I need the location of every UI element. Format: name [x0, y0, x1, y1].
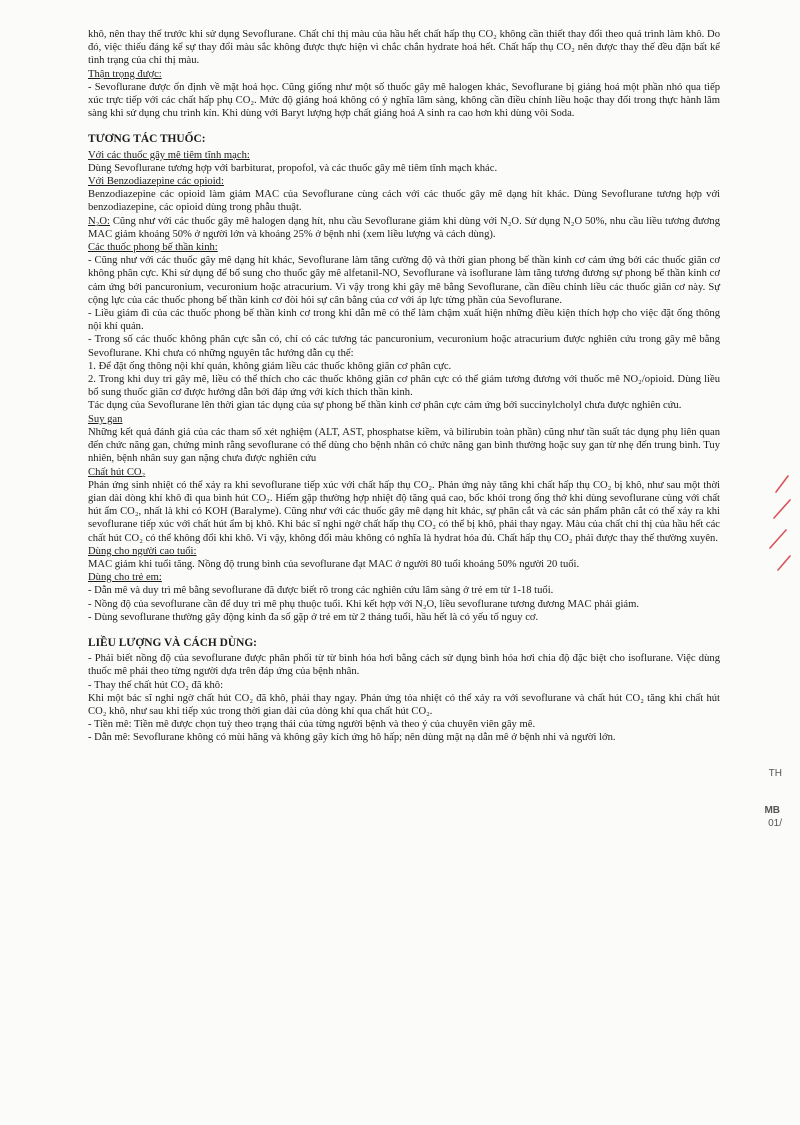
inline-label: N₂O:: [88, 215, 110, 227]
paragraph: - Tiền mê: Tiền mê được chọn tuỳ theo trạng thái của từng người bệnh và theo ý của chuyên viên gây mê.: [88, 719, 536, 731]
section-subheading: Với các thuốc gây mê tiêm tĩnh mạch:: [88, 149, 250, 161]
paragraph: - Phải biết nồng độ của sevoflurane được phân phối từ từ bình hóa hơi bằng cách sử dụng bình hóa hơi chia độ đặc biệt cho isoflurane. Việc dùng thuốc mê phải theo từng người dựa trên đáp ứng của bệnh nhân.: [88, 653, 720, 678]
paragraph: - Liều giảm đi của các thuốc phong bế thần kinh cơ trong khi dẫn mê có thể làm chậm xuất hiện những điều kiện thích hợp cho việc đặt ống thông nội khí quản.: [88, 308, 720, 333]
paragraph: Những kết quả đánh giá của các tham số xét nghiệm (ALT, AST, phosphatse kiềm, và bilirubin toàn phần) cũng như tần suất tác dụng phụ liên quan đến chức năng gan, chứng minh rằng sevoflurane có thể dùng cho bệnh nhân có chức năng gan bình thường hoặc suy gan từ nhẹ đến trung bình. Tuy nhiên, bệnh nhân suy gan nặng chưa được nghiên cứu: [88, 426, 720, 465]
paragraph: - Dẫn mê: Sevoflurane không có mùi hăng và không gây kích ứng hô hấp; nên dùng mặt nạ dẫn mê ở bệnh nhi và người lớn.: [88, 732, 616, 744]
inline-text: Cũng như với các thuốc gây mê halogen dạng hít, nhu cầu Sevoflurane giảm khi dùng với N₂O. Sử dụng N₂O 50%, nhu cầu liều tương đương MAC giảm khoảng 50% ở người lớn và khoảng 25% ở bệnh nhi (xem liều lượng và cách dùng).: [88, 215, 720, 240]
section-subheading: Thận trọng được:: [88, 68, 162, 80]
section-subheading: Với Benzodiazepine các opioid:: [88, 176, 224, 188]
margin-mark: TH: [768, 768, 782, 779]
section-subheading: Chất hút CO₂: [88, 466, 146, 478]
paragraph: - Trong số các thuốc không phân cực sẵn có, chỉ có các tương tác pancuronium, vecuronium hoặc atracurium được nghiên cứu trong gây mê bằng Sevoflurane. Khi chưa có những nguyên tắc hướng dẫn cụ thể:: [88, 334, 720, 359]
section-subheading: Các thuốc phong bế thần kinh:: [88, 242, 218, 254]
red-scribble-mark: [764, 470, 794, 580]
section-heading: TƯƠNG TÁC THUỐC:: [88, 133, 206, 146]
document-page: [88, 28, 720, 745]
section-subheading: Suy gan: [88, 413, 123, 425]
paragraph: Dùng Sevoflurane tương hợp với barbiturat, propofol, và các thuốc gây mê tiêm tĩnh mạch khác.: [88, 162, 498, 174]
paragraph: Tác dụng của Sevoflurane lên thời gian tác dụng của sự phong bế thần kinh cơ phân cực cảm ứng bởi succinylcholyl chưa được nghiên cứu.: [88, 400, 682, 412]
section-subheading: Dùng cho trẻ em:: [88, 572, 162, 584]
paragraph: [88, 215, 720, 241]
margin-mark: 01/: [768, 818, 782, 829]
paragraph: Khi một bác sĩ nghi ngờ chất hút CO₂ đã khô, phải thay ngay. Phản ứng tỏa nhiệt có thể xảy ra với sevoflurane và chất hút CO₂ tăng khi chất hút CO₂ khô, như sau khi tiếp xúc trong thời gian dài của dòng khí qua chất hút CO₂.: [88, 692, 720, 717]
paragraph: Benzodiazepine các opioid làm giảm MAC của Sevoflurane cùng cách với các thuốc gây mê dạng hít khác. Dùng Sevoflurane tương hợp với benzodiazepine, các opioid dùng trong phẫu thuật.: [88, 189, 720, 214]
margin-mark: MB: [764, 805, 780, 816]
paragraph: MAC giảm khi tuổi tăng. Nồng độ trung bình của sevoflurane đạt MAC ở người 80 tuổi khoảng 50% người 20 tuổi.: [88, 558, 580, 570]
paragraph: 1. Để đặt ống thông nội khí quản, không giảm liều các thuốc không giãn cơ phân cực.: [88, 360, 452, 372]
paragraph: - Sevoflurane được ổn định về mặt hoá học. Cũng giống như một số thuốc gây mê halogen khác, Sevoflurane bị giáng hoá một phần nhỏ qua tiếp xúc trực tiếp với các chất hấp phụ CO₂. Mức độ giáng hoá không có ý nghĩa lâm sàng, không cần điều chỉnh liều hoặc thay đổi trong thực hành lâm sàng khi sử dụng chu trình kín. Khi dùng với Baryt lượng hợp chất giáng hoá A sinh ra cao hơn khi dùng vôi Soda.: [88, 81, 720, 120]
paragraph: - Cũng như với các thuốc gây mê dạng hít khác, Sevoflurane làm tăng cường độ và thời gian phong bế thần kinh cơ cảm ứng bởi các thuốc giãn cơ không phân cực. Khi sử dụng để bổ sung cho thuốc gây mê alfetanil-NO, Sevoflurane và isoflurane làm tăng tương đương sự phong bế thần kinh cơ cảm ứng bởi pancuronium, vecuronium hoặc atracurium. Vì vậy trong khi gây mê bằng Sevoflurane, cần điều chỉnh liều các thuốc giãn cơ này. Sự cộng lực của các thuốc phong bế thần kinh cơ đòi hỏi sự cân bằng của cơ với áp lực từng phần của Sevoflurane.: [88, 255, 720, 306]
paragraph: - Dùng sevoflurane thường gây động kinh đa số gặp ở trẻ em từ 2 tháng tuổi, hầu hết là có yếu tố nguy cơ.: [88, 611, 539, 623]
paragraph: 2. Trong khi duy trì gây mê, liều có thể thích cho các thuốc không giãn cơ phân cực có thể giảm tương đương với thuốc mê NO₂/opioid. Dùng liều bổ sung thuốc giãn cơ được hướng dẫn bởi đáp ứng với kích thích thần kinh.: [88, 374, 720, 399]
paragraph: Phản ứng sinh nhiệt có thể xảy ra khi sevoflurane tiếp xúc với chất hấp thụ CO₂. Phản ứng này tăng khi chất hấp thụ CO₂ bị khô, như sau một thời gian dài dòng khí khô đi qua bình hút CO₂. Hiếm gặp thường hợp nhiệt độ tăng quá cao, bốc khói trong ống thở khi dùng sevoflurane cùng với chất hút ẩm CO₂, nhất là khi có KOH (Baralyme). Cũng như với các thuốc gây mê dạng hít khác, sự phân cắt và các sản phẩm phân cắt có thể xảy ra khi sevoflurane tiếp xúc với chất hút ẩm bị khô. Khi bác sĩ nghi ngờ chất hấp thụ CO₂ có thể bị khô, phải thay ngay. Màu của chất chỉ thị của hầu hết các chất hút CO₂ có thể không đổi khi khô. Vì vậy, không đổi màu không có nghĩa là hydrat hóa đủ. Chất hấp thụ CO₂ phải được thay thế thường xuyên.: [88, 479, 720, 544]
paragraph: khô, nên thay thế trước khi sử dụng Sevoflurane. Chất chỉ thị màu của hầu hết chất hấp thụ CO₂ không cần thiết thay đổi theo quá trình làm khô. Do đó, việc thiếu đáng kể sự thay đổi màu sắc không được thực hiện vì chắc chắn hydrate hoá hết. Chất hấp thụ CO₂ nên được thay thế đều đặn bất kể tình trạng của chỉ thị màu.: [88, 29, 720, 67]
paragraph: - Dẫn mê và duy trì mê bằng sevoflurane đã được biết rõ trong các nghiên cứu lâm sàng ở trẻ em từ 1-18 tuổi.: [88, 585, 554, 597]
paragraph: - Thay thế chất hút CO₂ đã khô:: [88, 679, 224, 691]
section-subheading: Dùng cho người cao tuổi:: [88, 545, 197, 557]
section-heading: LIỀU LƯỢNG VÀ CÁCH DÙNG:: [88, 636, 257, 649]
paragraph: - Nồng độ của sevoflurane cần để duy trì mê phụ thuộc tuổi. Khi kết hợp với N₂O, liều sevoflurane tương đương MAC phải giảm.: [88, 598, 639, 610]
